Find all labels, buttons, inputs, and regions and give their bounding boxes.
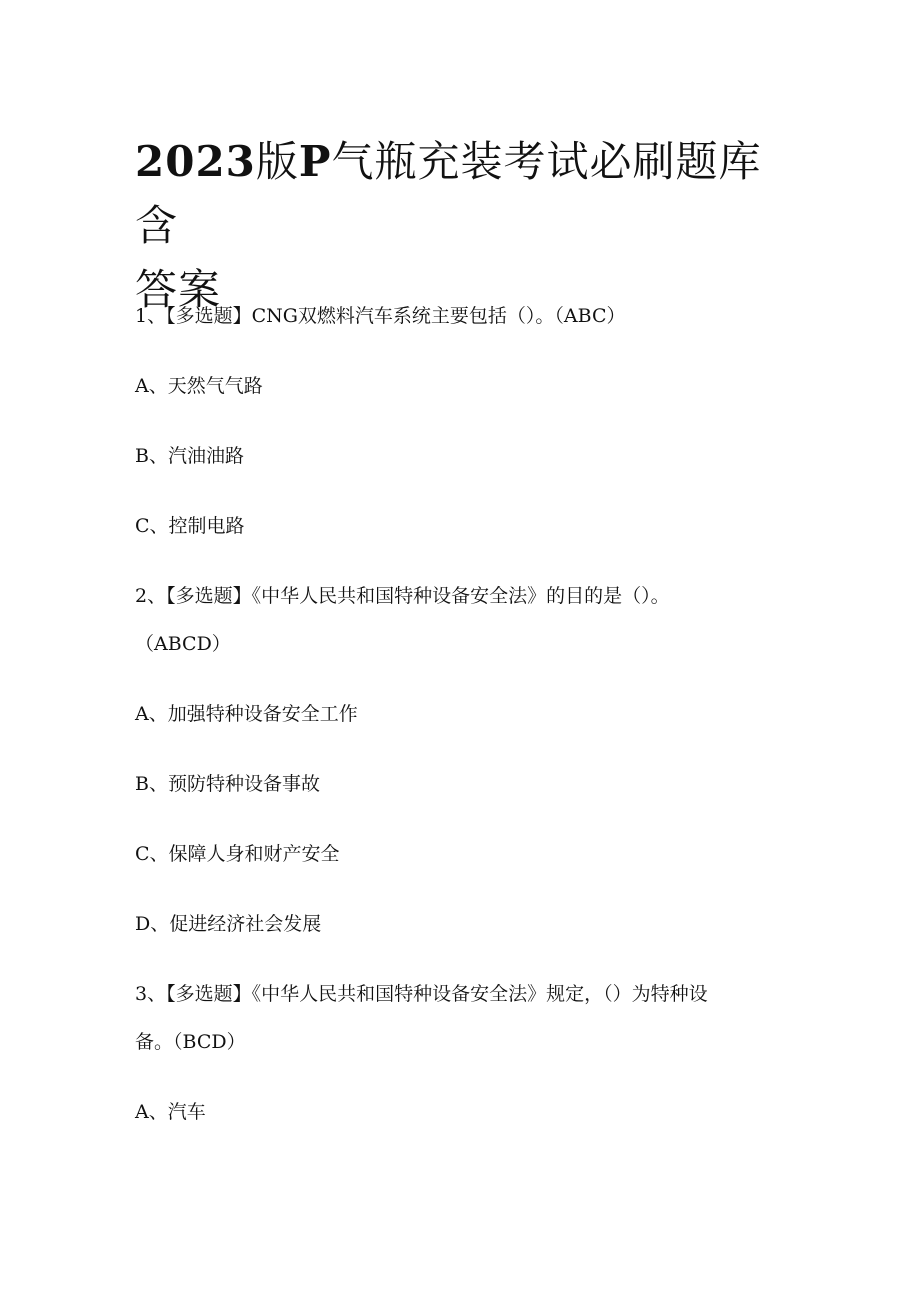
question-1-option-b: B、汽油油路	[135, 445, 244, 467]
question-2-answer: （ABCD）	[135, 633, 231, 655]
title-edition: 版	[255, 137, 299, 186]
title-rest: 气瓶充装考试必刷题库含	[135, 137, 762, 250]
question-2-option-d: D、促进经济社会发展	[135, 913, 322, 935]
title-line2: 答案	[135, 265, 222, 314]
question-1-stem: 1、【多选题】CNG双燃料汽车系统主要包括（）。（ABC）	[135, 305, 626, 327]
question-2-stem: 2、【多选题】《中华人民共和国特种设备安全法》的目的是（）。	[135, 585, 670, 607]
question-2-option-c: C、保障人身和财产安全	[135, 843, 340, 865]
document-title	[135, 130, 795, 322]
question-3-option-a: A、汽车	[135, 1101, 206, 1123]
question-2-option-b: B、预防特种设备事故	[135, 773, 320, 795]
question-1-option-a: A、天然气气路	[135, 375, 263, 397]
question-2-option-a: A、加强特种设备安全工作	[135, 703, 358, 725]
question-3-stem: 3、【多选题】《中华人民共和国特种设备安全法》规定，（）为特种设	[135, 983, 708, 1005]
title-year: 2023	[135, 137, 256, 186]
question-3-stem-cont: 备。（BCD）	[135, 1031, 246, 1053]
question-1-option-c: C、控制电路	[135, 515, 245, 537]
title-p: P	[298, 137, 332, 186]
